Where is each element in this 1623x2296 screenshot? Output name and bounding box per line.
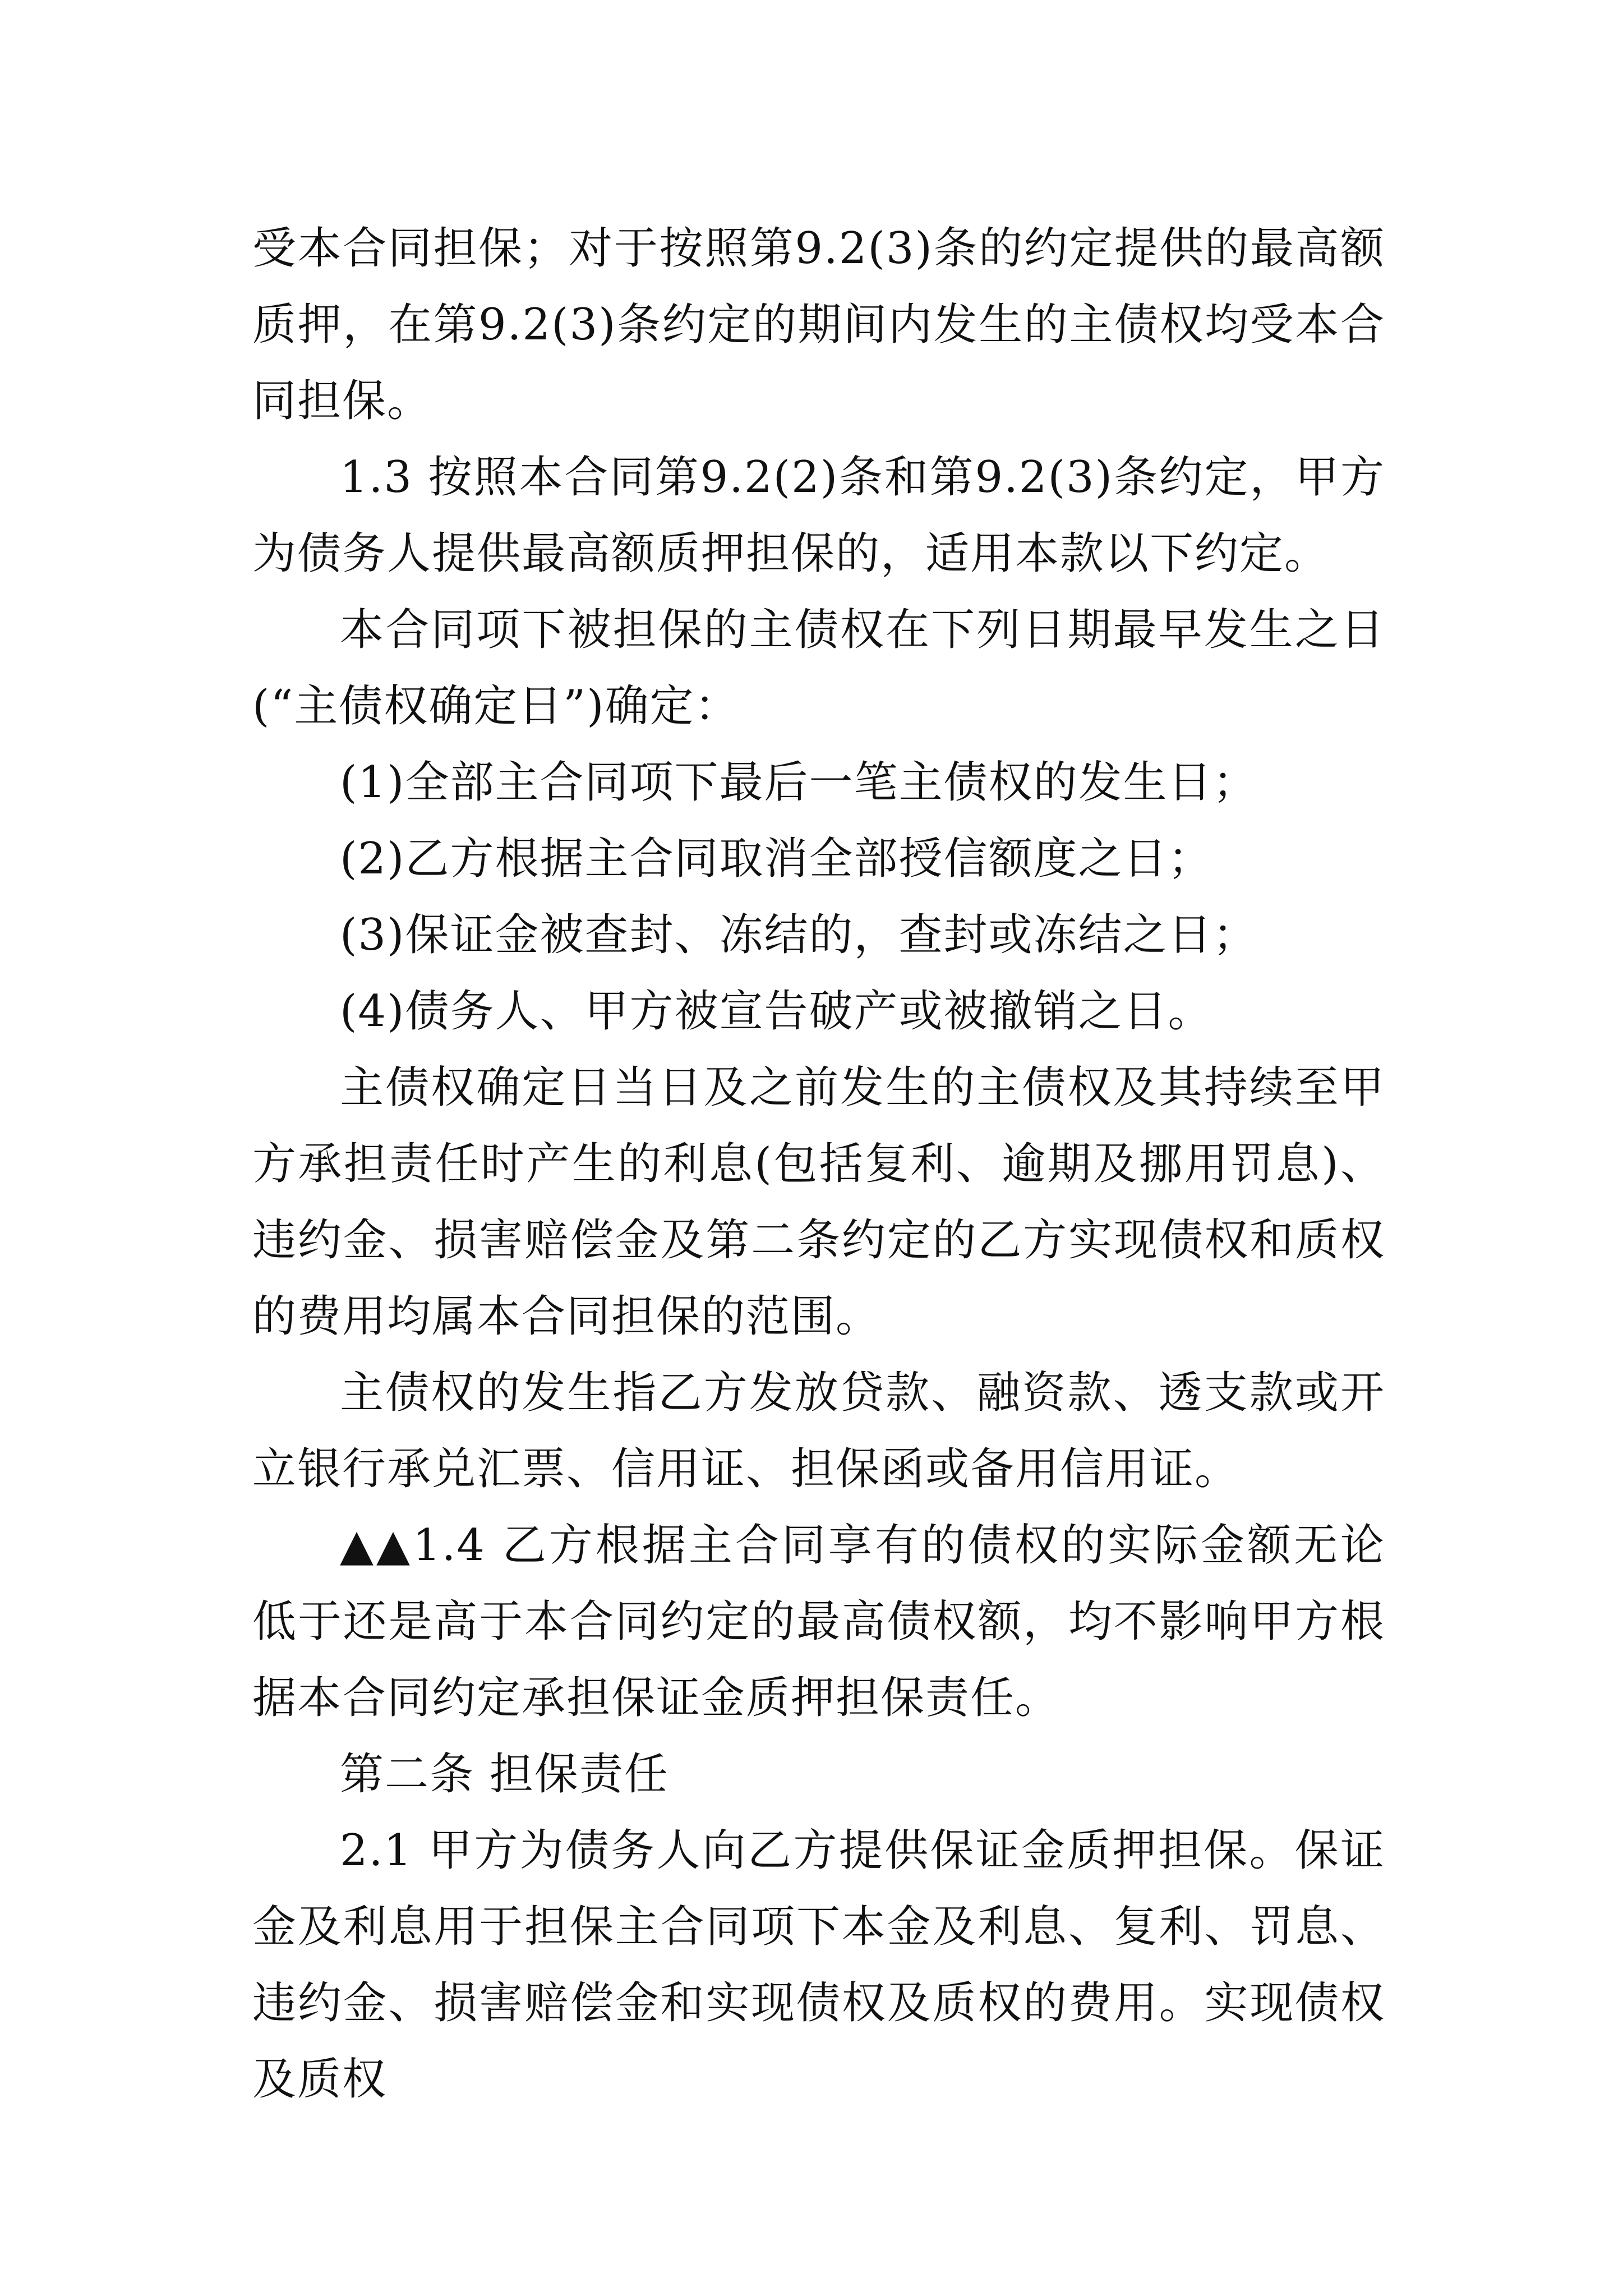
paragraph-clause-1-4: ▲▲1.4 乙方根据主合同享有的债权的实际金额无论低于还是高于本合同约定的最高债权额，均不影响甲方根据本合同约定承担保证金质押担保责任。 xyxy=(252,1520,1385,1723)
paragraph-scope: 主债权确定日当日及之前发生的主债权及其持续至甲方承担责任时产生的利息(包括复利、逾期及挪用罚息)、违约金、损害赔偿金及第二条约定的乙方实现债权和质权的费用均属本合同担保的范围。 xyxy=(252,1062,1385,1342)
paragraph-determination-date: 本合同项下被担保的主债权在下列日期最早发生之日(“主债权确定日”)确定： xyxy=(252,605,1385,731)
document-page xyxy=(252,210,1385,2118)
list-item-2: (2)乙方根据主合同取消全部授信额度之日； xyxy=(340,834,1213,884)
paragraph-occurrence: 主债权的发生指乙方发放贷款、融资款、透支款或开立银行承兑汇票、信用证、担保函或备用信用证。 xyxy=(252,1368,1385,1494)
section-heading-article-2: 第二条 担保责任 xyxy=(340,1749,669,1800)
paragraph-1: 受本合同担保；对于按照第9.2(3)条的约定提供的最高额质押，在第9.2(3)条约定的期间内发生的主债权均受本合同担保。 xyxy=(252,223,1385,426)
list-item-4: (4)债务人、甲方被宣告破产或被撤销之日。 xyxy=(340,986,1213,1037)
list-item-1: (1)全部主合同项下最后一笔主债权的发生日； xyxy=(340,757,1258,808)
paragraph-clause-1-3: 1.3 按照本合同第9.2(2)条和第9.2(3)条约定，甲方为债务人提供最高额质押担保的，适用本款以下约定。 xyxy=(252,452,1385,579)
paragraph-clause-2-1: 2.1 甲方为债务人向乙方提供保证金质押担保。保证金及利息用于担保主合同项下本金及利息、复利、罚息、违约金、损害赔偿金和实现债权及质权的费用。实现债权及质权 xyxy=(252,1825,1385,2105)
list-item-3: (3)保证金被查封、冻结的，查封或冻结之日； xyxy=(340,910,1258,960)
